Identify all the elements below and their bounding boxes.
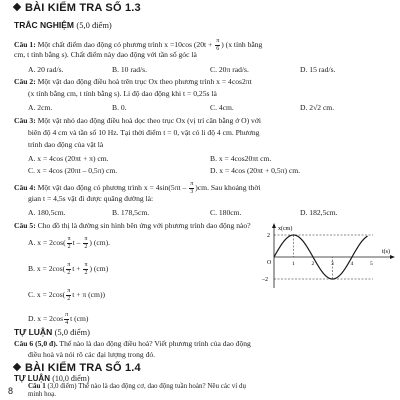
x-axis-arrow-icon — [390, 255, 395, 259]
question-2-line-1: Câu 2: Một vật dao động điều hoà trên trục Ox theo phương trình x = 4cos2πt — [14, 77, 252, 86]
question-2-option-b: B. 0. — [112, 103, 127, 112]
question-4-option-c: C. 180cm. — [210, 208, 242, 217]
question-5-line-1: Câu 5: Cho đồ thị là đường sin hình bên ứng với phương trình dao động nào? — [14, 221, 251, 230]
fraction: $\frac{\pi}{3}$ — [190, 181, 194, 195]
essay-heading-1-3: TỰ LUẬN (5,0 điểm) — [14, 327, 91, 337]
y-max-label: 2 — [267, 233, 270, 239]
section-title-1-4: BÀI KIỂM TRA SỐ 1.4 — [14, 362, 141, 374]
graph-tick-label: 4 — [350, 261, 354, 267]
question-5-option-b: B. x = 2cos( $\frac{\pi}{2}$ t + $\frac{\pi}{2}$ ) (cm) — [28, 262, 109, 276]
section-1-4-question-1-line-1: Câu 1 (3,0 điểm) Thế nào là dao động cơ, dao động tuần hoàn? Nêu các ví dụ — [28, 382, 246, 390]
graph-tick-label: 5 — [370, 261, 373, 267]
origin-label: O — [267, 260, 272, 266]
question-2-option-d: D. 2√2 cm. — [300, 103, 335, 112]
graph-tick-label: 3 — [331, 261, 334, 267]
question-6-line-2: điều hoà và nói rõ các đại lượng trong đó. — [28, 350, 156, 359]
diamond-bullet-icon — [13, 3, 21, 11]
graph-tick-labels — [292, 261, 373, 267]
question-3-option-c: C. x = 4cos (20πt – 0,5π) cm. — [28, 166, 118, 175]
section-title-1-3: BÀI KIỂM TRA SỐ 1.3 — [14, 2, 141, 14]
graph-tick-label: 1 — [292, 261, 295, 267]
essay-heading-1-4: TỰ LUẬN (10,0 điểm) — [14, 374, 90, 383]
question-5-option-c: C. x = 2cos( $\frac{\pi}{2}$ t + π (cm)) — [28, 288, 106, 302]
fraction: $\frac{\pi}{6}$ — [216, 38, 220, 52]
question-3-option-d: D. x = 4cos (20πt + 0,5π) cm. — [210, 166, 301, 175]
question-5-option-a: A. x = 2cos( $\frac{\pi}{2}$ t – $\frac{\pi}{2}$ ) (cm). — [28, 236, 111, 250]
y-min-label: –2 — [262, 277, 268, 283]
multiple-choice-heading: TRẮC NGHIỆM (5,0 điểm) — [14, 20, 112, 30]
question-4-option-a: A. 180,5cm. — [28, 208, 66, 217]
question-4-line-1: Câu 4: Một vật dao động có phương trình x = 4sin(5πt – $\frac{\pi}{3}$ )cm. Sau khoảng thời — [14, 181, 261, 195]
question-6-line-1: Câu 6 (5,0 đ). Thế nào là dao động điều hoà? Viết phương trình của dao động — [14, 339, 251, 348]
question-5-option-d: D. x = 2cos $\frac{\pi}{4}$ t (cm) — [28, 312, 89, 326]
y-axis-label: x(cm) — [278, 226, 293, 232]
question-2-line-2: (x tính bằng cm, t tính bằng s). Li độ dao động khi t = 0,25s là — [28, 89, 217, 98]
question-1-line-2: cm, t tính bằng s). Chất điểm này dao động với tần số góc là — [14, 50, 197, 59]
y-axis-arrow-icon — [272, 223, 276, 228]
graph-tick-label: 2 — [311, 261, 315, 267]
question-1-option-b: B. 10 rad/s. — [112, 65, 148, 74]
question-1-option-c: C. 20π rad/s. — [210, 65, 249, 74]
question-3-option-a: A. x = 4cos (20πt + π) cm. — [28, 154, 109, 163]
question-3-line-3: trình dao động của vật là — [28, 140, 104, 149]
sine-graph — [258, 222, 398, 292]
question-3-option-b: B. x = 4cos20πt cm. — [210, 154, 272, 163]
question-2-option-a: A. 2cm. — [28, 103, 53, 112]
question-4-option-d: D. 182,5cm. — [300, 208, 338, 217]
question-4-option-b: B. 178,5cm. — [112, 208, 150, 217]
question-4-line-2: gian t = 4,5s vật đi được quãng đường là: — [28, 194, 154, 203]
x-axis-label: t(s) — [382, 249, 390, 255]
diamond-bullet-icon — [13, 363, 21, 371]
section-1-4-question-1-line-2: minh hoạ. — [28, 390, 56, 398]
question-1-option-d: D. 15 rad/s. — [300, 65, 336, 74]
question-3-line-2: biên độ 4 cm và tần số 10 Hz. Tại thời điểm t = 0, vật có li độ 4 cm. Phương — [28, 128, 260, 137]
question-3-line-1: Câu 3: Một vật nhỏ dao động điều hoà dọc theo trục Ox (vị trí cân bằng ở O) với — [14, 116, 261, 125]
question-1-line-1: Câu 1: Một chất điểm dao động có phương trình x =10cos (20t + $\frac{\pi}{6}$ ) (x tính bằng — [14, 38, 263, 52]
page-number: 8 — [8, 386, 14, 396]
question-1-option-a: A. 20 rad/s. — [28, 65, 64, 74]
question-2-option-c: C. 4cm. — [210, 103, 234, 112]
